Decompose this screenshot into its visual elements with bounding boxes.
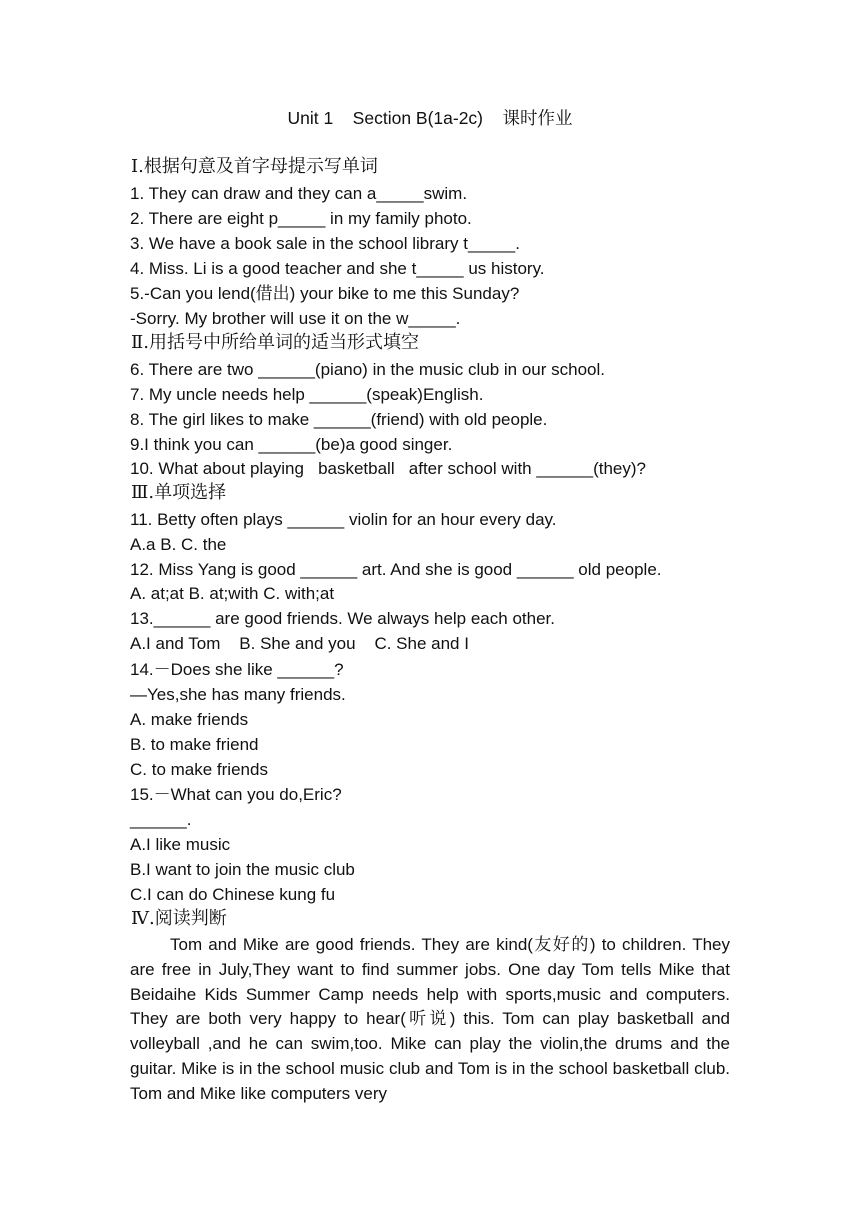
question-line: -Sorry. My brother will use it on the w_____. <box>130 309 461 328</box>
section-heading-4: Ⅳ.阅读判断 <box>131 908 227 929</box>
question-line: 1. They can draw and they can a_____swim. <box>130 184 468 203</box>
question-line: 9.I think you can ______(be)a good singer. <box>130 435 453 454</box>
option-line: C. to make friends <box>130 760 268 779</box>
question-line: 3. We have a book sale in the school library t_____. <box>130 234 520 253</box>
question-line: 8. The girl likes to make ______(friend) with old people. <box>130 410 548 429</box>
question-line: 5.-Can you lend(借出) your bike to me this Sunday? <box>130 284 520 303</box>
option-line: B.I want to join the music club <box>130 860 355 879</box>
question-line: 7. My uncle needs help ______(speak)English. <box>130 385 484 404</box>
page-title: Unit 1 Section B(1a-2c) 课时作业 <box>287 108 573 128</box>
question-line: 15.－What can you do,Eric? <box>130 785 342 804</box>
question-line: 13.______ are good friends. We always help each other. <box>130 609 555 628</box>
option-line: B. to make friend <box>130 735 259 754</box>
section-heading-3: Ⅲ.单项选择 <box>131 482 227 503</box>
reading-paragraph: Tom and Mike are good friends. They are kind(友好的) to children. They are free in July,They want to find summer jobs. One day Tom tells Mike that Beidaihe Kids Summer Camp needs help with sports,music and computers. They are both very happy to hear(听说) this. Tom can play basketball and volleyball ,and he can swim,too. Mike can play the violin,the drums and the guitar. Mike is in the school music club and Tom is in the school basketball club. Tom and Mike like computers very <box>130 935 730 1103</box>
question-line: 11. Betty often plays ______ violin for an hour every day. <box>130 510 557 529</box>
option-line: A. make friends <box>130 710 249 729</box>
question-line: 2. There are eight p_____ in my family photo. <box>130 209 472 228</box>
question-line: —Yes,she has many friends. <box>130 685 346 704</box>
option-line: A.a B. C. the <box>130 535 227 554</box>
question-line: 14.－Does she like ______? <box>130 660 344 679</box>
question-line: 4. Miss. Li is a good teacher and she t_____ us history. <box>130 259 545 278</box>
option-line: A.I like music <box>130 835 231 854</box>
section-heading-2: Ⅱ.用括号中所给单词的适当形式填空 <box>131 332 419 353</box>
answer-blank: ______. <box>130 810 192 829</box>
question-line: 10. What about playing basketball after school with ______(they)? <box>130 459 646 478</box>
reading-passage <box>130 933 730 1107</box>
question-line: 12. Miss Yang is good ______ art. And she is good ______ old people. <box>130 560 662 579</box>
option-line: A. at;at B. at;with C. with;at <box>130 584 335 603</box>
question-line: 6. There are two ______(piano) in the music club in our school. <box>130 360 606 379</box>
section-heading-1: Ⅰ.根据句意及首字母提示写单词 <box>131 156 378 177</box>
option-line: A.I and Tom B. She and you C. She and I <box>130 634 469 653</box>
option-line: C.I can do Chinese kung fu <box>130 885 336 904</box>
